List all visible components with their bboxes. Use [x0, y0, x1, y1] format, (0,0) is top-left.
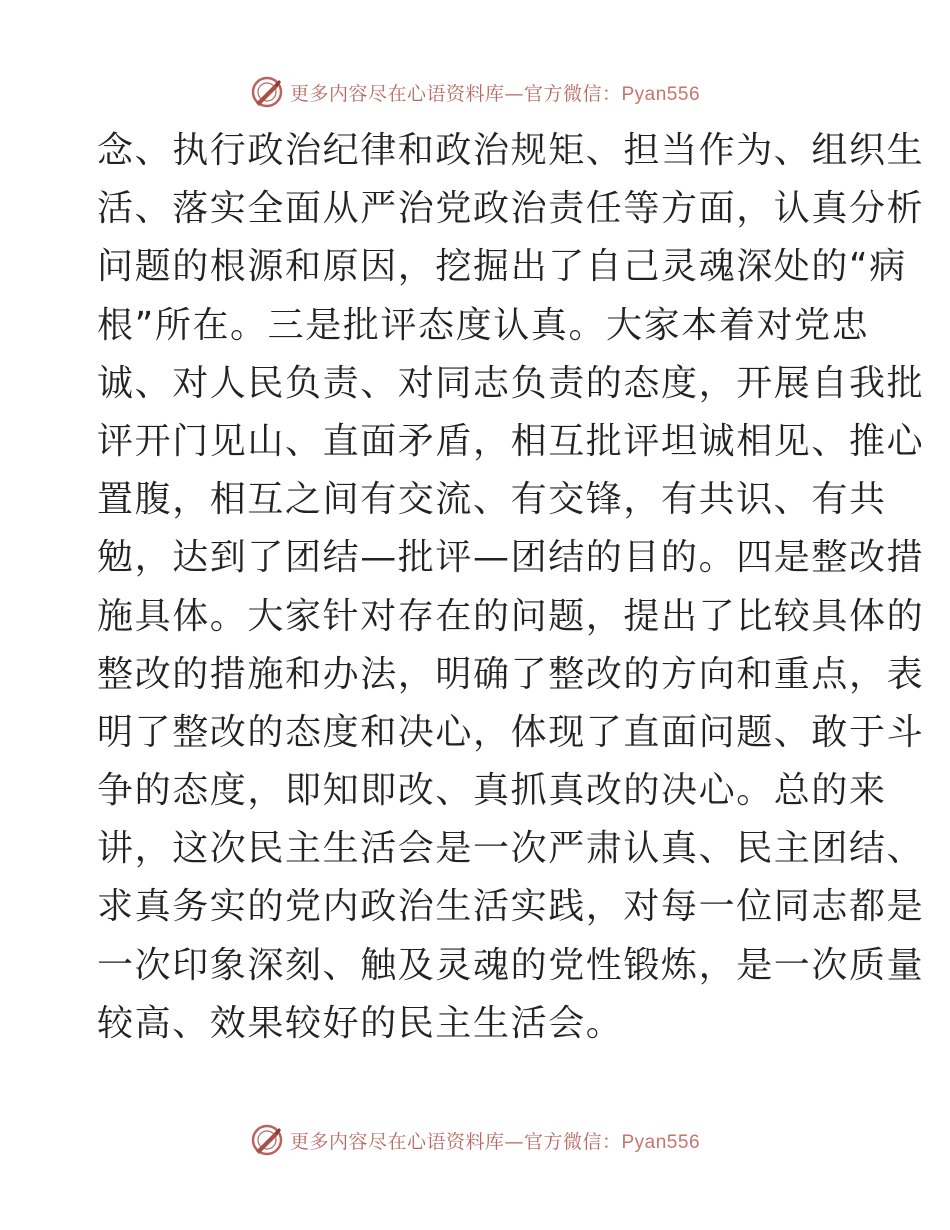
footer-banner [0, 1120, 950, 1160]
text-line: 整改的措施和办法，明确了整改的方向和重点，表 [97, 653, 925, 695]
text-line: 根”所在。三是批评态度认真。大家本着对党忠 [97, 304, 870, 346]
header-wechat-id: Pyan556 [621, 83, 701, 105]
text-line: 明了整改的态度和决心，体现了直面问题、敢于斗 [97, 711, 925, 753]
text-line: 诚、对人民负责、对同志负责的态度，开展自我批 [97, 362, 925, 404]
footer-wechat-id: Pyan556 [621, 1131, 701, 1153]
text-line: 勉，达到了团结—批评—团结的目的。四是整改措 [97, 537, 925, 579]
pen-circle-logo-icon [250, 75, 284, 109]
text-line: 施具体。大家针对存在的问题，提出了比较具体的 [97, 595, 925, 637]
text-line: 求真务实的党内政治生活实践，对每一位同志都是 [97, 886, 925, 928]
pen-circle-logo-icon [250, 1123, 284, 1157]
header-banner [0, 72, 950, 112]
text-line: 较高、效果较好的民主生活会。 [97, 1002, 624, 1044]
text-line: 活、落实全面从严治党政治责任等方面，认真分析 [97, 188, 925, 230]
text-line: 问题的根源和原因，挖掘出了自己灵魂深处的“病 [97, 246, 907, 288]
text-line: 一次印象深刻、触及灵魂的党性锻炼，是一次质量 [97, 944, 925, 986]
header-banner-text: 更多内容尽在心语资料库—官方微信：Pyan556 [289, 82, 701, 105]
text-line: 置腹，相互之间有交流、有交锋，有共识、有共 [97, 479, 887, 521]
text-line: 评开门见山、直面矛盾，相互批评坦诚相见、推心 [97, 420, 925, 462]
text-line: 争的态度，即知即改、真抓真改的决心。总的来 [97, 770, 887, 812]
text-line: 讲，这次民主生活会是一次严肃认真、民主团结、 [97, 828, 925, 870]
footer-banner-text: 更多内容尽在心语资料库—官方微信：Pyan556 [289, 1130, 701, 1153]
document-body [97, 122, 925, 1053]
text-line: 念、执行政治纪律和政治规矩、担当作为、组织生 [97, 130, 925, 171]
